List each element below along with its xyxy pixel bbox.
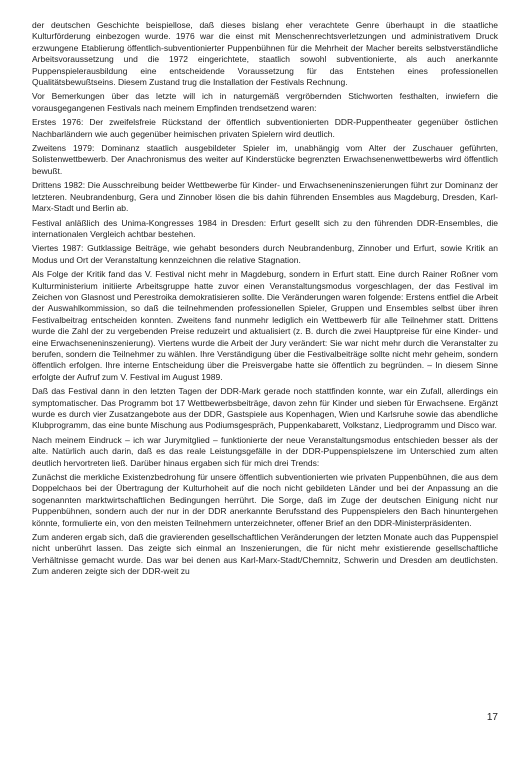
page-number: 17: [486, 712, 498, 723]
paragraph: Zunächst die merkliche Existenzbedrohung für unsere öffentlich subventionierten wie privaten Puppenbühnen, die aus dem Doppelchaos bei der Übertragung der Kulturhoheit auf die noch nicht gebildeten Länder und bei der Anpassung an die sogenannten marktwirtschaftlichen Bedingungen herrührt. Die Sorge, daß im Zuge der deutschen Einigung nicht nur Puppenbühnen, sondern auch der nur in der DDR anerkannte Berufsstand des Puppenspielers den Bach hinuntergehen könnte, formulierte ein, von den meisten Teilnehmern unterzeichneter, offener Brief an den DDR-Ministerpräsidenten.: [32, 472, 498, 528]
paragraph: Zum anderen ergab sich, daß die gravierenden gesellschaftlichen Veränderungen der letzten Monate auch das Puppenspiel nicht unberührt lassen. Das zeigte sich einmal an Inszenierungen, die für nicht mehr existierende gesellschaftliche Verhältnisse gemacht wurde. Das war bei denen aus Karl-Marx-Stadt/Chemnitz, Schwerin und Dresden am deutlichsten. Zum anderen zeigte sich der DDR-weit zu: [32, 532, 498, 577]
paragraph: Viertes 1987: Gutklassige Beiträge, wie gehabt besonders durch Neubrandenburg, Zinnober und Erfurt, sowie Kritik an Modus und Ort der Veranstaltung kennzeichnen die relative Stagnation.: [32, 243, 498, 265]
paragraph: Nach meinem Eindruck – ich war Jurymitglied – funktionierte der neue Veranstaltungsmodus entschieden besser als der alte. Natürlich auch darin, daß es das reale Leistungsgefälle in der DDR-Puppenspielszene im Unterschied zum alten deutlich hervortreten ließ. Darüber hinaus ergaben sich für mich drei Trends:: [32, 434, 498, 468]
paragraph: Als Folge der Kritik fand das V. Festival nicht mehr in Magdeburg, sondern in Erfurt statt. Eine durch Rainer Roßner vom Kulturministerium initiierte Arbeitsgruppe hatte zuvor einen Veranstaltungsmodus vorgeschlagen, der das Festival im Zeichen von Glasnost und Perestroika demokratisieren sollte. Die Veränderungen waren folgende: Erstens entfiel die Arbeit der Auswahlkommission, so daß die teilnehmenden professionellen Spieler, Gruppen und Ensembles selbst über ihren Festivalbeitrag entscheiden konnten. Zweitens fand nunmehr lediglich ein Wettbewerb für alle Teilnehmer statt. Drittens wurde die Zahl der zu vergebenden Preise reduzeirt und aktualisiert (z. B. durch die zwei Hauptpreise für eine Kinder- und eine Erwachseneninszenierung). Viertens wurde die Arbeit der Jury verändert: Sie war nicht mehr durch die Veranstalter zu berufen, sondern die Teilnehmer zu wählen. Ihre Verständigung über die Festivalbeiträge sollte nicht mehr geheim, sondern öffentlich erfolgen. Ihre interne Entscheidung über die Preisvergabe hatte sie öffentlich zu begründen. – In diesem Sinne erfolgte der Aufruf zum V. Festival im August 1989.: [32, 269, 498, 382]
paragraph: Daß das Festival dann in den letzten Tagen der DDR-Mark gerade noch stattfinden konnte, war ein Zufall, allerdings ein symptomatischer. Das Programm bot 17 Wettbewerbsbeiträge, davon zehn für Kinder und sieben für Erwachsene. Ergänzt wurde es durch vier Zusatzangebote aus der DDR, Gastspiele aus Kopenhagen, Wien und Karlsruhe sowie das abendliche Klubprogramm, das eine bunte Mischung aus Podiumsgespräch, Puppenkabarett, Volkstanz, Liedprogramm und Disco war.: [32, 386, 498, 431]
paragraph: der deutschen Geschichte beispiellose, daß dieses bislang eher verachtete Genre überhaupt in die staatliche Kulturförderung einbezogen wurde. 1976 war die einst mit Menschenrechtsverletzungen und administrativem Druck erzwungene Etablierung öffentlich-subventionierter Puppenbühnen für die Mehrheit der Macher bereits selbstverständliche Arbeitsvoraussetzung und die 1972 eingerichtete, staatlich sowohl subventionierte, als auch anerkannte Puppenspielerausbildung eine entscheidende Voraussetzung für das Entstehen eines professionellen Qualitätsbewußtseins. Diesem Zustand trug die Installation der Festivals Rechnung.: [32, 20, 498, 88]
body-text: [32, 20, 498, 581]
paragraph: Erstes 1976: Der zweifelsfreie Rückstand der öffentlich subventionierten DDR-Puppentheater gegenüber östlichen Nachbarländern wie auch gegenüber heimischen privaten Spielern wird deutlich.: [32, 117, 498, 139]
paragraph: Zweitens 1979: Dominanz staatlich ausgebildeter Spieler im, unabhängig vom Alter der Zuschauer geführten, Solistenwettbewerb. Der Anachronismus des weiter auf Kinderstücke begrenzten Erwachsenenwettbewerbs wird öffentlich bewußt.: [32, 143, 498, 176]
paragraph: Festival anläßlich des Unima-Kongresses 1984 in Dresden: Erfurt gesellt sich zu den führenden DDR-Ensembles, die internationalen Vergleich achtbar bestehen.: [32, 217, 498, 239]
paragraph: Vor Bemerkungen über das letzte will ich in naturgemäß vergröbernden Stichworten festhalten, inwiefern die vorausgegangenen Festivals nach meinem Empfinden trendsetzend waren:: [32, 91, 498, 113]
paragraph: Drittens 1982: Die Ausschreibung beider Wettbewerbe für Kinder- und Erwachseneninszenierungen führt zur Dominanz der letzteren. Neubrandenburg, Gera und Zinnober lösen die bis dahin führenden Ensembles aus Magdeburg, Dresden, Karl-Marx-Stadt und Berlin ab.: [32, 180, 498, 214]
